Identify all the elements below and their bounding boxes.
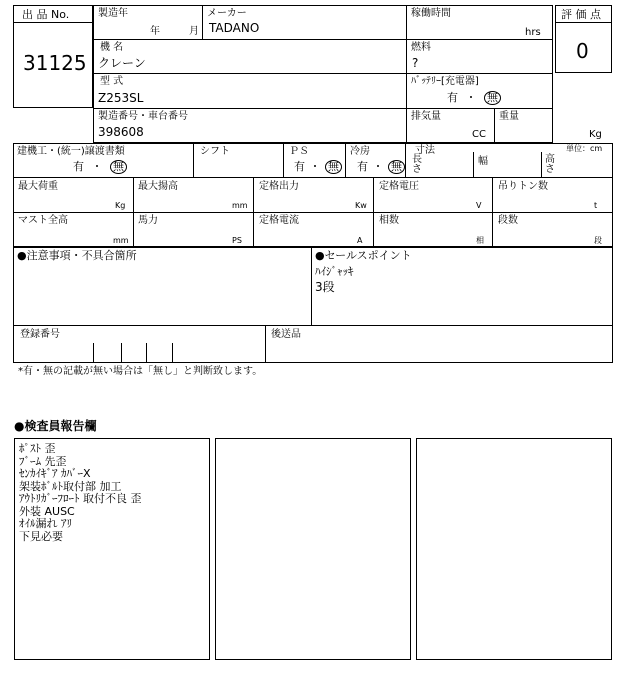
weight-label: 重量: [499, 111, 519, 122]
transfer-docs-choice: [73, 160, 127, 174]
spec1-col-dims: [405, 143, 406, 177]
registration-label: 登録番号: [20, 329, 60, 340]
shipping-label: 後送品: [271, 329, 301, 340]
spec1-col-ps: [283, 143, 284, 177]
lot-label: 出 品 No.: [22, 8, 70, 21]
dims-label: 寸法: [415, 145, 435, 156]
hoist-tonnage-unit: t: [594, 201, 598, 210]
inspector-line-2: ﾌﾞｰﾑ 先歪: [19, 454, 67, 468]
ps-choice: [294, 160, 342, 174]
spec1-col-width: [473, 152, 474, 177]
height-label: 高 さ: [545, 154, 555, 175]
dims-unit: 単位：cm: [566, 144, 603, 153]
serial-label: 製造番号・車台番号: [98, 111, 188, 122]
notes-divider: [311, 247, 312, 325]
max-load-label: 最大荷重: [18, 181, 58, 192]
length-label: 長 さ: [412, 154, 422, 175]
inspector-line-6: 外装 AUSC: [19, 504, 75, 518]
horsepower-label: 馬力: [138, 215, 158, 226]
transfer-docs-label: 建機工・(統一)譲渡書類: [17, 146, 125, 157]
inspector-line-1: ﾎﾟｽﾄ 歪: [19, 442, 56, 455]
header-col-right: [406, 5, 407, 143]
shift-label: シフト: [200, 146, 230, 157]
mast-height-unit: mm: [113, 236, 129, 245]
footnote: *有・無の記載が無い場合は「無し」と判断致します。: [18, 366, 263, 377]
rated-output-unit: Kw: [355, 201, 367, 210]
transfer-no-circled: 無: [110, 160, 127, 174]
sales-line-2: 3段: [315, 280, 335, 294]
stages-label: 段数: [498, 215, 518, 226]
hours-label: 稼働時間: [411, 8, 451, 19]
phase-label: 相数: [379, 215, 399, 226]
inspector-line-3: ｾﾝｶｲｷﾞｱ ｶﾊﾞｰX: [19, 467, 91, 480]
spec-row2-bottom: [13, 212, 613, 213]
spec2-col-2: [133, 177, 134, 247]
hoist-tonnage-label: 吊りトン数: [498, 181, 548, 192]
inspector-panel-3: [416, 438, 612, 660]
spec2-col-4: [373, 177, 374, 247]
notes-box: [13, 247, 613, 363]
reg-tick-3: [146, 343, 147, 363]
maker-value: TADANO: [209, 21, 260, 35]
machine-name-label: 機 名: [100, 42, 124, 53]
year-label: 製造年: [98, 8, 128, 19]
inspector-line-7: ｵｲﾙ漏れ ｱﾘ: [19, 517, 72, 530]
header-row3-bottom: [93, 108, 553, 109]
max-load-unit: Kg: [115, 201, 126, 210]
lot-divider: [13, 22, 93, 23]
spec1-col-shift: [193, 143, 194, 177]
max-lift-unit: mm: [232, 201, 248, 210]
sales-label: ●セールスポイント: [315, 249, 412, 262]
spec-grid: [13, 143, 613, 247]
grade-label: 評 価 点: [561, 8, 601, 21]
serial-value: 398608: [98, 125, 144, 139]
displacement-unit: CC: [472, 129, 486, 140]
reg-tick-1: [93, 343, 94, 363]
cooling-choice: [357, 160, 405, 174]
rated-voltage-label: 定格電圧: [379, 181, 419, 192]
phase-unit: 相: [476, 236, 484, 245]
spec1-col-cooling: [345, 143, 346, 177]
battery-choice: [447, 91, 501, 105]
battery-yes: 有: [447, 91, 458, 104]
reg-divider: [265, 325, 266, 363]
spec-row1-bottom: [13, 177, 613, 178]
rated-current-label: 定格電流: [259, 215, 299, 226]
mast-height-label: マスト全高: [18, 215, 68, 226]
header-col-year: [202, 5, 203, 39]
transfer-sep: ・: [91, 160, 103, 173]
header-grid: [93, 5, 553, 143]
inspector-line-5: ｱｳﾄﾘｶﾞｰﾌﾛｰﾄ 取付不良 歪: [19, 492, 142, 505]
cooling-no-circled: 無: [388, 160, 405, 174]
header-row1-bottom: [93, 39, 553, 40]
inspector-title: ●検査員報告欄: [14, 419, 97, 433]
rated-voltage-unit: V: [476, 201, 482, 210]
caution-label: ●注意事項・不具合箇所: [17, 249, 137, 262]
fuel-value: ?: [412, 56, 419, 70]
ps-sep: ・: [309, 160, 321, 173]
max-lift-label: 最大揚高: [138, 181, 178, 192]
rated-output-label: 定格出力: [259, 181, 299, 192]
header-col-weight: [494, 108, 495, 143]
battery-sep: ・: [465, 91, 477, 104]
sales-line-1: ﾊｲｼﾞｬｯｷ: [315, 265, 354, 278]
width-label: 幅: [478, 156, 488, 167]
ps-no-circled: 無: [325, 160, 342, 174]
ps-yes: 有: [294, 160, 305, 173]
model-type-value: Z253SL: [98, 91, 144, 105]
inspector-line-8: 下見必要: [19, 529, 63, 543]
notes-bottom: [13, 325, 613, 326]
horsepower-unit: PS: [232, 236, 242, 245]
year-unit: 年: [150, 26, 160, 37]
cooling-yes: 有: [357, 160, 368, 173]
stages-unit: 段: [594, 236, 602, 245]
maker-label: メーカー: [207, 8, 247, 19]
battery-label: ﾊﾞｯﾃﾘｰ[充電器]: [411, 76, 479, 87]
reg-tick-2: [121, 343, 122, 363]
ps-label: ＰＳ: [289, 146, 309, 157]
month-unit: 月: [189, 26, 199, 37]
machine-name-value: クレーン: [98, 56, 146, 70]
cooling-sep: ・: [372, 160, 384, 173]
inspector-panel-2: [215, 438, 411, 660]
spec2-col-5: [492, 177, 493, 247]
grade-value: 0: [576, 39, 589, 63]
grade-divider: [555, 22, 612, 23]
transfer-yes: 有: [73, 160, 84, 173]
spec2-col-3: [253, 177, 254, 247]
weight-unit: Kg: [589, 129, 602, 140]
battery-no-circled: 無: [484, 91, 501, 105]
rated-current-unit: A: [357, 236, 363, 245]
displacement-label: 排気量: [411, 111, 441, 122]
hours-unit: hrs: [525, 27, 541, 38]
cooling-label: 冷房: [350, 146, 370, 157]
spec1-col-height: [541, 152, 542, 177]
reg-tick-4: [172, 343, 173, 363]
lot-value: 31125: [23, 51, 87, 75]
header-row2-bottom: [93, 73, 553, 74]
fuel-label: 燃料: [411, 42, 431, 53]
model-type-label: 型 式: [100, 76, 124, 87]
inspector-line-4: 架装ﾎﾞﾙﾄ取付部 加工: [19, 479, 122, 493]
